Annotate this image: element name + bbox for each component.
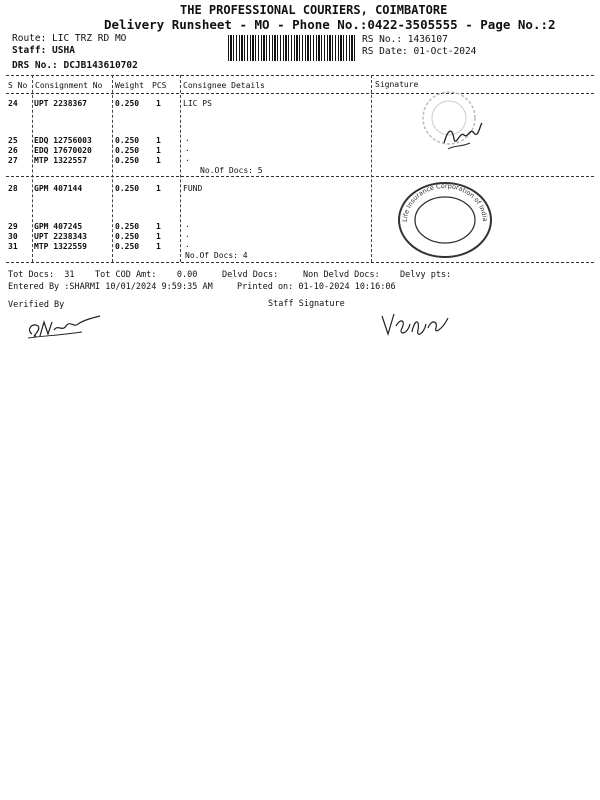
runsheet-subtitle: Delivery Runsheet - MO - Phone No.:0422-3505555 - Page No.:2: [104, 17, 556, 32]
table-row: [8, 146, 18, 155]
handwritten-signature-row24: [440, 115, 485, 155]
table-row: [8, 222, 18, 231]
cell-weight: 0.250: [115, 136, 140, 145]
cell-weight: 0.250: [115, 232, 140, 241]
staff-label: Staff: USHA: [12, 45, 75, 56]
cell-consignment: GPM 407245: [34, 222, 83, 231]
col-header-sno: S No: [8, 81, 28, 90]
table-row: [8, 184, 18, 193]
cell-consignment: UPT 2238343: [34, 232, 87, 241]
lic-round-stamp: [393, 178, 497, 258]
total-cod-amount: Tot COD Amt: 0.00: [95, 270, 198, 280]
verified-by-label: Verified By: [8, 300, 65, 310]
printed-on: Printed on: 01-10-2024 10:16:06: [237, 282, 396, 292]
col-header-signature: Signature: [375, 80, 419, 89]
route-label: Route: LIC TRZ RD MO: [12, 33, 127, 44]
company-title: THE PROFESSIONAL COURIERS, COIMBATORE: [180, 3, 448, 17]
cell-consignee: .: [185, 230, 190, 239]
cell-consignment: UPT 2238367: [34, 99, 87, 108]
cell-consignee: .: [185, 144, 190, 153]
cell-sno: 29: [8, 222, 18, 231]
table-header-rule: [6, 93, 594, 94]
delivery-points: Delvy pts:: [400, 270, 452, 280]
cell-consignee: LIC PS: [183, 99, 212, 108]
cell-weight: 0.250: [115, 146, 140, 155]
group-docs-count: No.Of Docs: 5: [200, 166, 263, 175]
staff-signature-label: Staff Signature: [268, 299, 345, 309]
table-row: [8, 136, 18, 145]
table-row: [8, 99, 18, 108]
table-bottom-rule: [6, 262, 594, 263]
col-divider: [180, 75, 181, 262]
cell-pcs: 1: [156, 242, 161, 251]
rs-date: RS Date: 01-Oct-2024: [362, 46, 477, 57]
table-row: [8, 232, 18, 241]
cell-consignee: .: [185, 220, 190, 229]
cell-pcs: 1: [156, 222, 161, 231]
col-header-consignee: Consignee Details: [183, 81, 265, 90]
cell-consignee: .: [185, 240, 190, 249]
non-delivered-docs: Non Delvd Docs:: [303, 270, 380, 280]
group-separator: [6, 176, 594, 177]
svg-text:Life Insurance Corporation of: [401, 182, 489, 222]
cell-weight: 0.250: [115, 222, 140, 231]
col-header-pcs: PCS: [152, 81, 167, 90]
cell-weight: 0.250: [115, 242, 140, 251]
cell-sno: 28: [8, 184, 18, 193]
cell-pcs: 1: [156, 146, 161, 155]
cell-sno: 24: [8, 99, 18, 108]
cell-pcs: 1: [156, 156, 161, 165]
table-row: [8, 156, 18, 165]
cell-sno: 26: [8, 146, 18, 155]
stamp-text: Life Insurance Corporation of India: [400, 181, 490, 223]
total-docs: Tot Docs: 31: [8, 270, 75, 280]
delivered-docs: Delvd Docs:: [222, 270, 279, 280]
table-top-rule: [6, 75, 594, 76]
col-divider: [112, 75, 113, 262]
cell-pcs: 1: [156, 136, 161, 145]
col-header-consignment: Consignment No: [35, 81, 103, 90]
cell-sno: 30: [8, 232, 18, 241]
col-header-weight: Weight: [115, 81, 144, 90]
cell-consignment: EDQ 17670020: [34, 146, 92, 155]
cell-sno: 27: [8, 156, 18, 165]
entered-by: Entered By :SHARMI 10/01/2024 9:59:35 AM: [8, 282, 213, 292]
staff-signature: [378, 304, 453, 344]
cell-weight: 0.250: [115, 184, 140, 193]
cell-pcs: 1: [156, 232, 161, 241]
drs-number: DRS No.: DCJB143610702: [12, 60, 138, 71]
cell-consignee: .: [185, 154, 190, 163]
cell-consignee: .: [185, 134, 190, 143]
cell-consignment: GPM 407144: [34, 184, 83, 193]
stamp-ring: [393, 178, 497, 258]
col-divider: [371, 75, 372, 262]
barcode: [228, 35, 357, 61]
cell-consignment: MTP 1322559: [34, 242, 87, 251]
cell-pcs: 1: [156, 184, 161, 193]
cell-consignment: MTP 1322557: [34, 156, 87, 165]
cell-weight: 0.250: [115, 156, 140, 165]
cell-consignment: EDQ 12756003: [34, 136, 92, 145]
table-row: [8, 242, 18, 251]
group-docs-count: No.Of Docs: 4: [185, 251, 248, 260]
rs-number: RS No.: 1436107: [362, 34, 448, 45]
col-divider: [32, 75, 33, 262]
verifier-signature: [22, 310, 104, 342]
cell-pcs: 1: [156, 99, 161, 108]
cell-consignee: FUND: [183, 184, 203, 193]
cell-weight: 0.250: [115, 99, 140, 108]
cell-sno: 25: [8, 136, 18, 145]
cell-sno: 31: [8, 242, 18, 251]
